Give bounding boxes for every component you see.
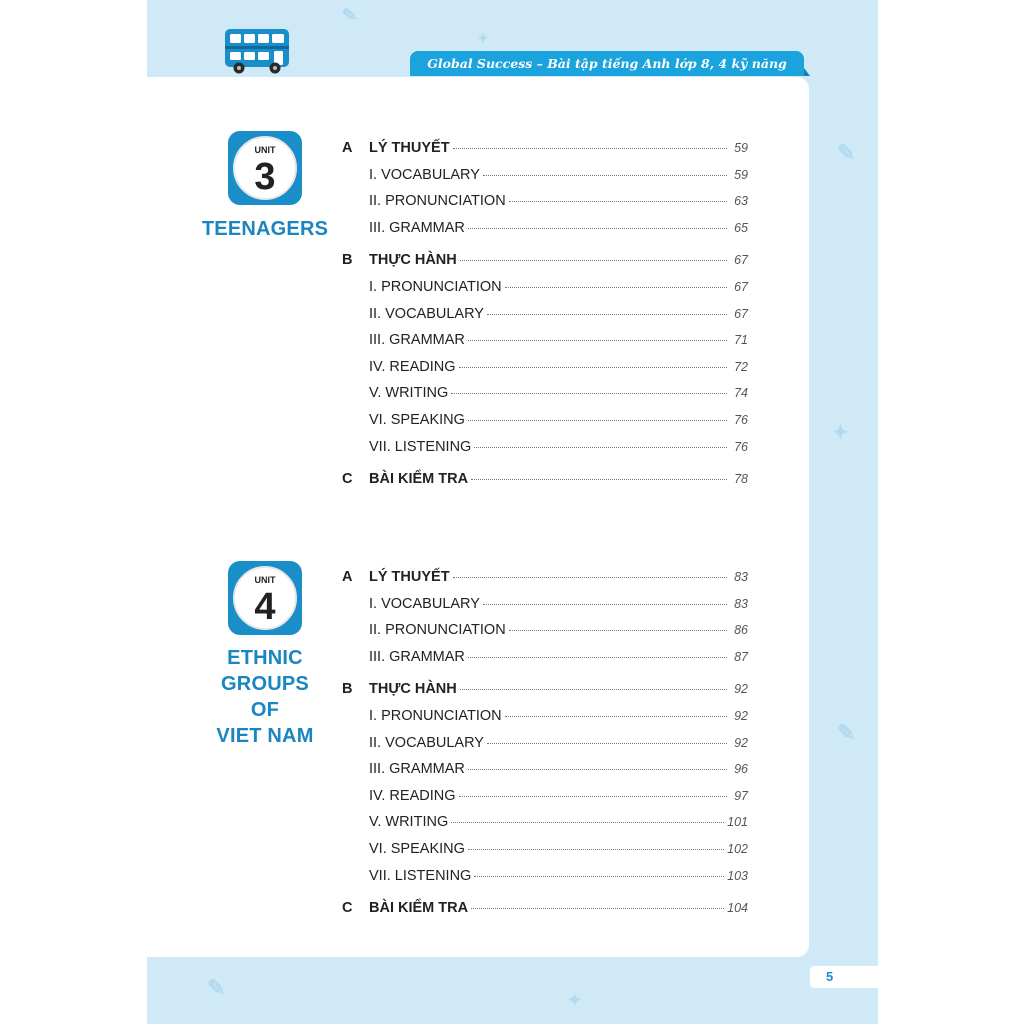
page-ref: 102 [727,842,748,856]
bus-icon [224,27,290,75]
item-label: V. WRITING [369,385,449,402]
dot-leader [505,287,727,288]
dot-leader [483,604,727,605]
dot-leader [468,340,727,341]
dot-leader [471,908,724,909]
unit-badge [228,561,302,635]
dot-leader [471,479,727,480]
header-title: Global Success – Bài tập tiếng Anh lớp 8, 4 kỹ năng [410,51,804,76]
item-label: III. GRAMMAR [369,219,465,236]
page-ref: 104 [727,901,748,916]
toc-section-row[interactable] [342,569,748,589]
doodle-decoration: ✦ [832,422,849,444]
dot-leader [451,393,727,394]
item-label: I. VOCABULARY [369,166,480,183]
dot-leader [459,796,728,797]
page-ref: 92 [734,682,748,697]
unit-title-line: OF [250,699,280,721]
item-label: VI. SPEAKING [369,412,465,428]
toc-item-row[interactable] [342,649,748,669]
toc-item-row[interactable] [342,385,748,405]
section-letter: A [342,140,353,156]
page-ref: 59 [734,141,748,155]
page-ref: 67 [734,253,748,268]
toc-section-row[interactable] [342,140,748,160]
dot-leader [487,743,727,744]
toc-item-row[interactable] [342,814,748,834]
page-ref: 101 [727,815,748,830]
page-ref: 86 [734,623,748,638]
unit-title-line: TEENAGERS [201,218,329,240]
dot-leader [474,447,727,448]
dot-leader [509,630,727,631]
unit-badge-label: UNIT [254,575,276,585]
dot-leader [459,367,728,368]
toc-section-row[interactable] [342,900,748,920]
item-label: II. VOCABULARY [369,734,484,751]
doodle-decoration: ✦ [567,990,583,1010]
item-label: IV. READING [369,787,456,804]
page-number-box [810,966,878,988]
toc-item-row[interactable] [342,439,748,459]
item-label: I. PRONUNCIATION [369,708,502,724]
item-label: I. PRONUNCIATION [369,279,502,295]
item-label: VII. LISTENING [369,867,472,884]
page-ref: 92 [734,735,748,750]
section-letter: C [342,471,353,488]
page-number: 5 [826,969,834,984]
item-label: V. WRITING [369,814,449,831]
toc-item-row[interactable] [342,788,748,808]
toc-item-row[interactable] [342,761,748,781]
doodle-decoration: ✎ [340,4,359,26]
unit-title-line: VIET NAM [216,725,314,747]
unit-badge-label: UNIT [254,145,276,155]
unit-title-line: ETHNIC [227,647,303,669]
page-ref: 97 [734,788,748,803]
dot-leader [509,201,727,202]
dot-leader [453,148,727,149]
page-ref: 63 [734,194,748,209]
dot-leader [451,822,724,823]
item-label: IV. READING [369,358,456,375]
unit-number: 3 [254,156,276,198]
page-ref: 78 [734,472,748,487]
item-label: VII. LISTENING [369,438,472,455]
dot-leader [505,716,727,717]
dot-leader [483,175,727,176]
unit-title [190,216,340,242]
dot-leader [487,314,727,315]
doodle-decoration: ✎ [837,140,856,165]
dot-leader [468,849,724,850]
unit-title [190,645,340,749]
page-ref: 67 [734,306,748,321]
item-label: II. VOCABULARY [369,305,484,322]
toc-item-row[interactable] [342,622,748,642]
toc-section-row[interactable] [342,681,748,701]
dot-leader [460,689,727,690]
toc-section-row[interactable] [342,252,748,272]
toc-item-row[interactable] [342,279,748,299]
page-ref: 74 [734,386,748,401]
section-letter: B [342,252,353,269]
unit-title-line: GROUPS [221,673,309,695]
item-label: III. GRAMMAR [369,332,465,349]
section-title: BÀI KIỂM TRA [369,900,469,917]
toc-item-row[interactable] [342,412,748,432]
doodle-decoration: ✦ [477,30,489,46]
page-ref: 83 [734,596,748,611]
unit-badge [228,131,302,205]
dot-leader [468,769,727,770]
dot-leader [460,260,727,261]
page-ref: 72 [734,359,748,374]
toc-item-row[interactable] [342,220,748,240]
dot-leader [468,228,727,229]
toc-item-row[interactable] [342,596,748,616]
page-ref: 92 [734,709,748,723]
page-ref: 96 [734,762,748,777]
toc-item-row[interactable] [342,167,748,187]
section-title: THỰC HÀNH [369,681,457,698]
toc-section-row[interactable] [342,471,748,491]
doodle-decoration: ✎ [837,720,856,745]
item-label: VI. SPEAKING [369,841,465,857]
toc-item-row[interactable] [342,735,748,755]
page-ref: 103 [727,868,748,883]
section-title: LÝ THUYẾT [369,140,450,156]
page-ref: 76 [734,413,748,427]
section-title: THỰC HÀNH [369,252,457,269]
toc-item-row[interactable] [342,332,748,352]
item-label: II. PRONUNCIATION [369,193,506,210]
unit-number: 4 [254,586,276,628]
page-ref: 83 [734,570,748,584]
section-letter: C [342,900,353,917]
section-title: LÝ THUYẾT [369,569,450,585]
doodle-decoration: ✎ [207,975,226,1000]
dot-leader [468,657,727,658]
toc-item-row[interactable] [342,193,748,213]
page-ref: 76 [734,439,748,454]
item-label: III. GRAMMAR [369,761,465,778]
toc-item-row[interactable] [342,841,748,861]
page-ref: 65 [734,220,748,235]
toc-item-row[interactable] [342,868,748,888]
page-ref: 59 [734,167,748,182]
dot-leader [468,420,727,421]
toc-item-row[interactable] [342,306,748,326]
section-title: BÀI KIỂM TRA [369,471,469,488]
page-ref: 71 [734,333,748,348]
page-ref: 87 [734,649,748,664]
dot-leader [474,876,724,877]
toc-item-row[interactable] [342,359,748,379]
section-letter: B [342,681,353,698]
toc-item-row[interactable] [342,708,748,728]
page-ref: 67 [734,280,748,294]
item-label: II. PRONUNCIATION [369,622,506,639]
section-letter: A [342,569,353,585]
item-label: I. VOCABULARY [369,595,480,612]
dot-leader [453,577,727,578]
item-label: III. GRAMMAR [369,648,465,665]
